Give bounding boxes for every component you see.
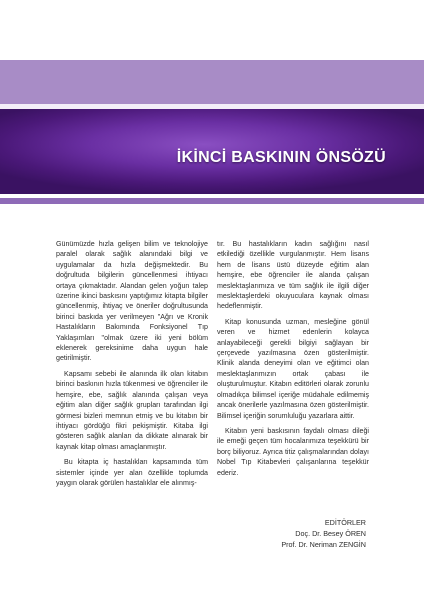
paragraph: Kitap konusunda uzman, mesleğine gönül veren ve hizmet edenlerin kolayca anlayabileceği gerekli bilgiyi sağlayan bir çerçevede yazılmasına özen gösterilmiştir. Klinik alanda deneyimi olan ve eğitimci olan meslektaşlarımızın ortak çabası ile oluşturulmuştur. Kitabın editörleri olarak zorunlu olmadıkça bilimsel içeriğe müdahale edilmemiş ancak önerilerle yazılmasına özen gösterilmiştir. Bilimsel içeriğin sorumluluğu yazarlara aittir. <box>217 317 369 420</box>
header-band-light <box>0 60 424 104</box>
header-band-stripe <box>0 198 424 204</box>
signature-heading: EDİTÖRLER <box>324 518 366 527</box>
editor-name: Prof. Dr. Neriman ZENGİN <box>281 539 366 549</box>
body-column-right <box>217 239 369 483</box>
paragraph: tır. Bu hastalıkların kadın sağlığını nasıl etkilediği özellikle vurgulanmıştır. Hem lisans hem de lisans üstü düzeyde eğitim alan hemşire, ebe öğrenciler ile alanda çalışan meslektaşlarımıza ve tüm sağlık ile ilgili diğer meslektaşlerdeki okuyuculara kaynak olması hedeflenmiştir. <box>217 240 369 311</box>
signature-block <box>281 518 366 550</box>
page-title: İKİNCİ BASKININ ÖNSÖZÜ <box>176 149 386 166</box>
paragraph: Bu kitapta iç hastalıkları kapsamında tüm sistemler içinde yer alan özellikle toplumda yaygın olarak görülen hastalıklar ele alınmış- <box>56 458 208 487</box>
paragraph: Günümüzde hızla gelişen bilim ve teknolojiye paralel olarak sağlık alanındaki bilgi ve uygulamalar da hızla değişmektedir. Bu doğrultuda bilgilerin güncellenmesi ihtiyacı ortaya çıkmaktadır. Alandan gelen yoğun talep üzerine ikinci baskısını yaptığımız kitapta bilgiler güncellenmiş, ihtiyaç ve öneriler doğrultusunda birinci baskıda yer verilmeyen "Ağrı ve Kronik Hastalıkların Bakımında Fonksiyonel Tıp Yaklaşımları "olmak üzere iki yeni bölüm eklenerek gereksinime daha uygun hale getirilmiştir. <box>56 240 208 363</box>
paragraph: Kapsamı sebebi ile alanında ilk olan kitabın birinci baskının hızla tükenmesi ve öğrenciler ile hemşire, ebe, sağlık alanında çalışan veya eğitim alan diğer sağlık grupları tarafından ilgi görmesi bizleri memnun etmiş ve bu kitabın bir ihtiyacı gördüğü fikri pekişmiştir. Kitaba ilgi gösteren sağlık alanları da dikkate alınarak bir kaynak kitap olması amaçlanmıştır. <box>56 369 208 451</box>
editor-name: Doç. Dr. Besey ÖREN <box>295 528 366 538</box>
body-column-left <box>56 239 208 493</box>
paragraph: Kitabın yeni baskısının faydalı olması dileği ile emeği geçen tüm hocalarımıza teşekkürü bir borç biliyoruz. Ayrıca titiz çalışmalarından dolayı Nobel Tıp Kitabevleri çalışanlarına teşekkür ederiz. <box>217 426 369 477</box>
